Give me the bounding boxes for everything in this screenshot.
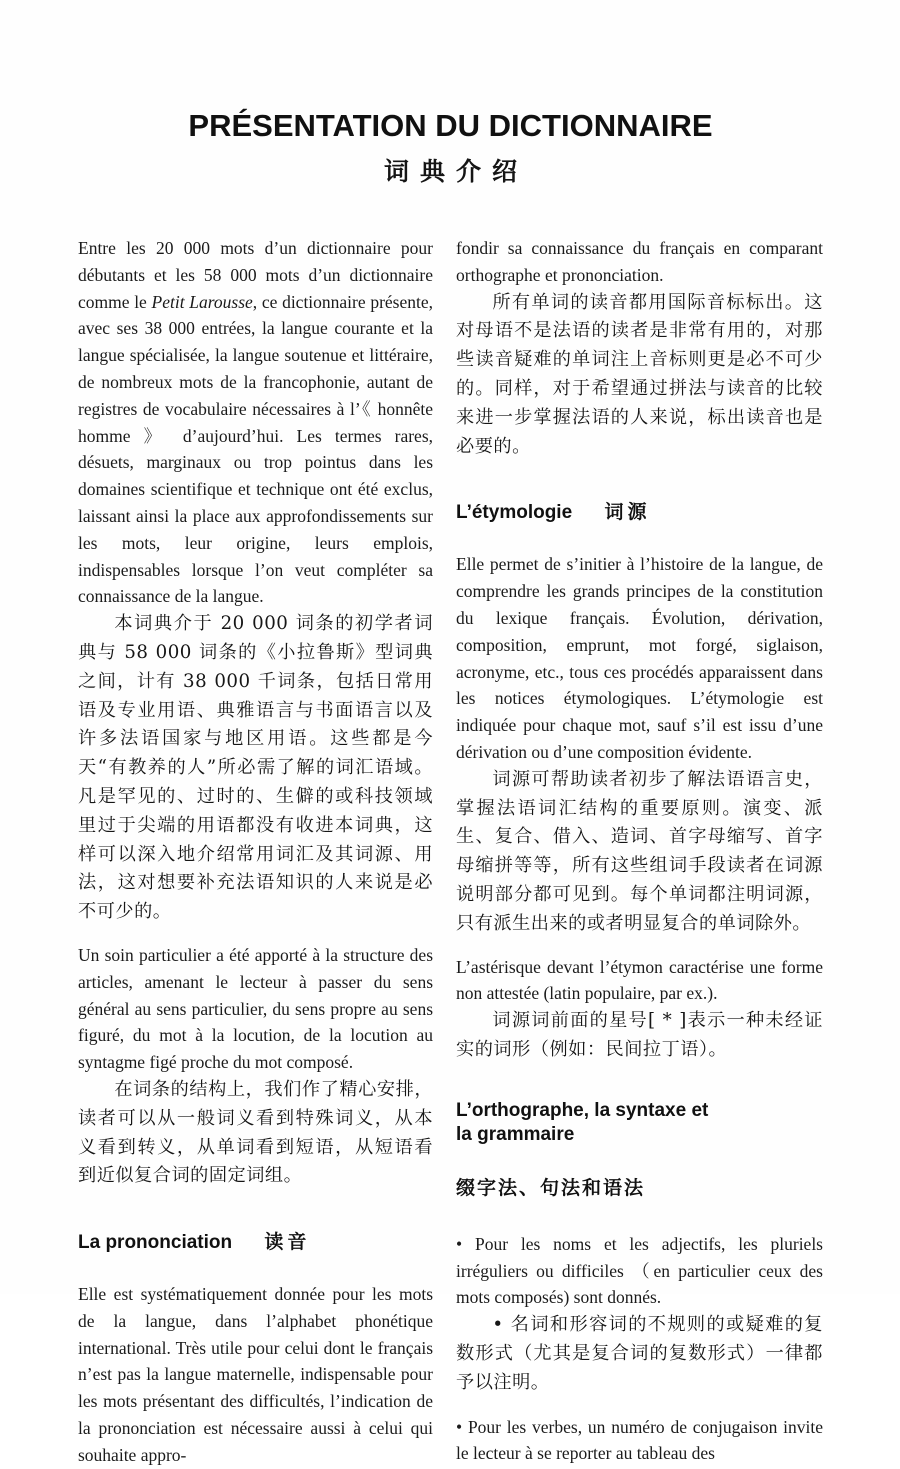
paragraph-etymologie-french: Elle permet de s’initier à l’histoire de la langue, de comprendre les grands principes de la constitution du lexique français. Évolution, dérivation, composition, emprunt, mot forgé, siglaison, acronyme, etc., tous ces procédés apparaissent dans les notices étymologiques. L’étymologie est indiquée pour chaque mot, sauf s’il est issu d’une dérivation ou d’une composition évidente. (456, 554, 823, 762)
heading-orthographe-chinese: 缀字法、句法和语法 (456, 1177, 646, 1199)
left-column (78, 235, 433, 1469)
heading-prononciation-french: La prononciation (78, 1232, 233, 1254)
intro-text-after-italic: , ce dictionnaire présente, avec ses 38 000 entrées, la langue courante et la langue spécialisée, la langue soutenue et littéraire, de nombreux mots de la francophonie, autant de registres de vocabulaire nécessaires à l’《 honnête homme 》 d’aujourd’hui. Les termes rares, désuets, marginaux ou trop pointus dans les domaines scientifique et technique ont été exclus, laissant ainsi la place aux approfondissements sur les mots, leur origine, leurs emplois, indispensables lorsque l’on veut compléter sa connaissance de la langue. (78, 291, 434, 607)
bullet-noms-adjectifs-chinese: • 名词和形容词的不规则的或疑难的复数形式（尤其是复合词的复数形式）一律都予以注明。 (456, 1314, 823, 1393)
paragraph-structure-chinese: 在词条的结构上，我们作了精心安排，读者可以从一般词义看到特殊词义，从本义看到转义，从单词看到短语，从短语看到近似复合词的固定词组。 (78, 1078, 434, 1187)
book-title-petit-larousse: Petit Larousse (151, 291, 253, 312)
right-column (456, 235, 823, 1469)
heading-etymologie (456, 501, 823, 525)
heading-prononciation-chinese: 读音 (264, 1232, 311, 1254)
heading-orthographe-french: L’orthographe, la syntaxe et la grammaire (456, 1099, 709, 1145)
paragraph-structure-french: Un soin particulier a été apporté à la structure des articles, amenant le lecteur à passer du sens général au sens particulier, du sens propre au sens figuré, du mot à la locution, de la locution au syntagme figé proche du mot composé. (78, 944, 434, 1073)
heading-etymologie-french: L’étymologie (456, 502, 573, 524)
heading-etymologie-chinese: 词源 (604, 502, 651, 524)
paragraph-prononciation-continuation-french: fondir sa connaissance du français en comparant orthographe et prononciation. (456, 238, 823, 285)
paragraph-asterisque-chinese: 词源词前面的星号[ * ]表示一种未经证实的词形（例如：民间拉丁语）。 (456, 1010, 823, 1060)
paragraph-prononciation-chinese: 所有单词的读音都用国际音标标出。这对母语不是法语的读者是非常有用的，对那些读音疑难的单词注上音标则更是必不可少的。同样，对于希望通过拼法与读音的比较来进一步掌握法语的人来说，标出读音也是必要的。 (456, 291, 823, 457)
page-subtitle-chinese: 词典介绍 (383, 158, 528, 186)
intro-text-before-italic: Entre les 20 000 mots d’un dictionnaire pour débutants et les 58 000 mots d’un dictionnaire comme le (78, 238, 434, 312)
bullet-noms-adjectifs-french: • Pour les noms et les adjectifs, les pluriels irréguliers ou difficiles （en particulier ceux des mots composés) sont donnés. (456, 1233, 823, 1308)
heading-prononciation (78, 1231, 433, 1255)
paragraph-prononciation-french: Elle est systématiquement donnée pour les mots de la langue, dans l’alphabet phonétique international. Très utile pour celui dont le français n’est pas la langue maternelle, indispensable pour les mots présentant des difficultés, l’indication de la prononciation est nécessaire aussi à celui qui souhaite appro- (78, 1284, 434, 1465)
page-title: PRÉSENTATION DU DICTIONNAIRE (188, 108, 713, 143)
two-column-text-area (78, 235, 823, 1469)
paragraph-intro-french (78, 235, 433, 610)
paragraph-intro-chinese: 本词典介于 20 000 词条的初学者词典与 58 000 词条的《小拉鲁斯》型词典之间，计有 38 000 千词条，包括日常用语及专业用语、典雅语言与书面语言以及许多法语国家与地区用语。这些都是今天“有教养的人”所必需了解的词汇语域。凡是罕见的、过时的、生僻的或科技领域里过于尖端的用语都没有收进本词典，这样可以深入地介绍常用词汇及其词源、用法，这对想要补充法语知识的人来说是必不可少的。 (78, 613, 434, 923)
bullet-verbes-french: • Pour les verbes, un numéro de conjugaison invite le lecteur à se reporter au tableau des (456, 1416, 823, 1464)
paragraph-etymologie-chinese: 词源可帮助读者初步了解法语语言史，掌握法语词汇结构的重要原则。演变、派生、复合、借入、造词、首字母缩写、首字母缩拼等等，所有这些组词手段读者在词源说明部分都可见到。每个单词都注明词源，只有派生出来的或者明显复合的单词除外。 (456, 768, 823, 934)
paragraph-asterisque-french: L’astérisque devant l’étymon caractérise une forme non attestée (latin populaire, par ex.). (456, 956, 823, 1004)
